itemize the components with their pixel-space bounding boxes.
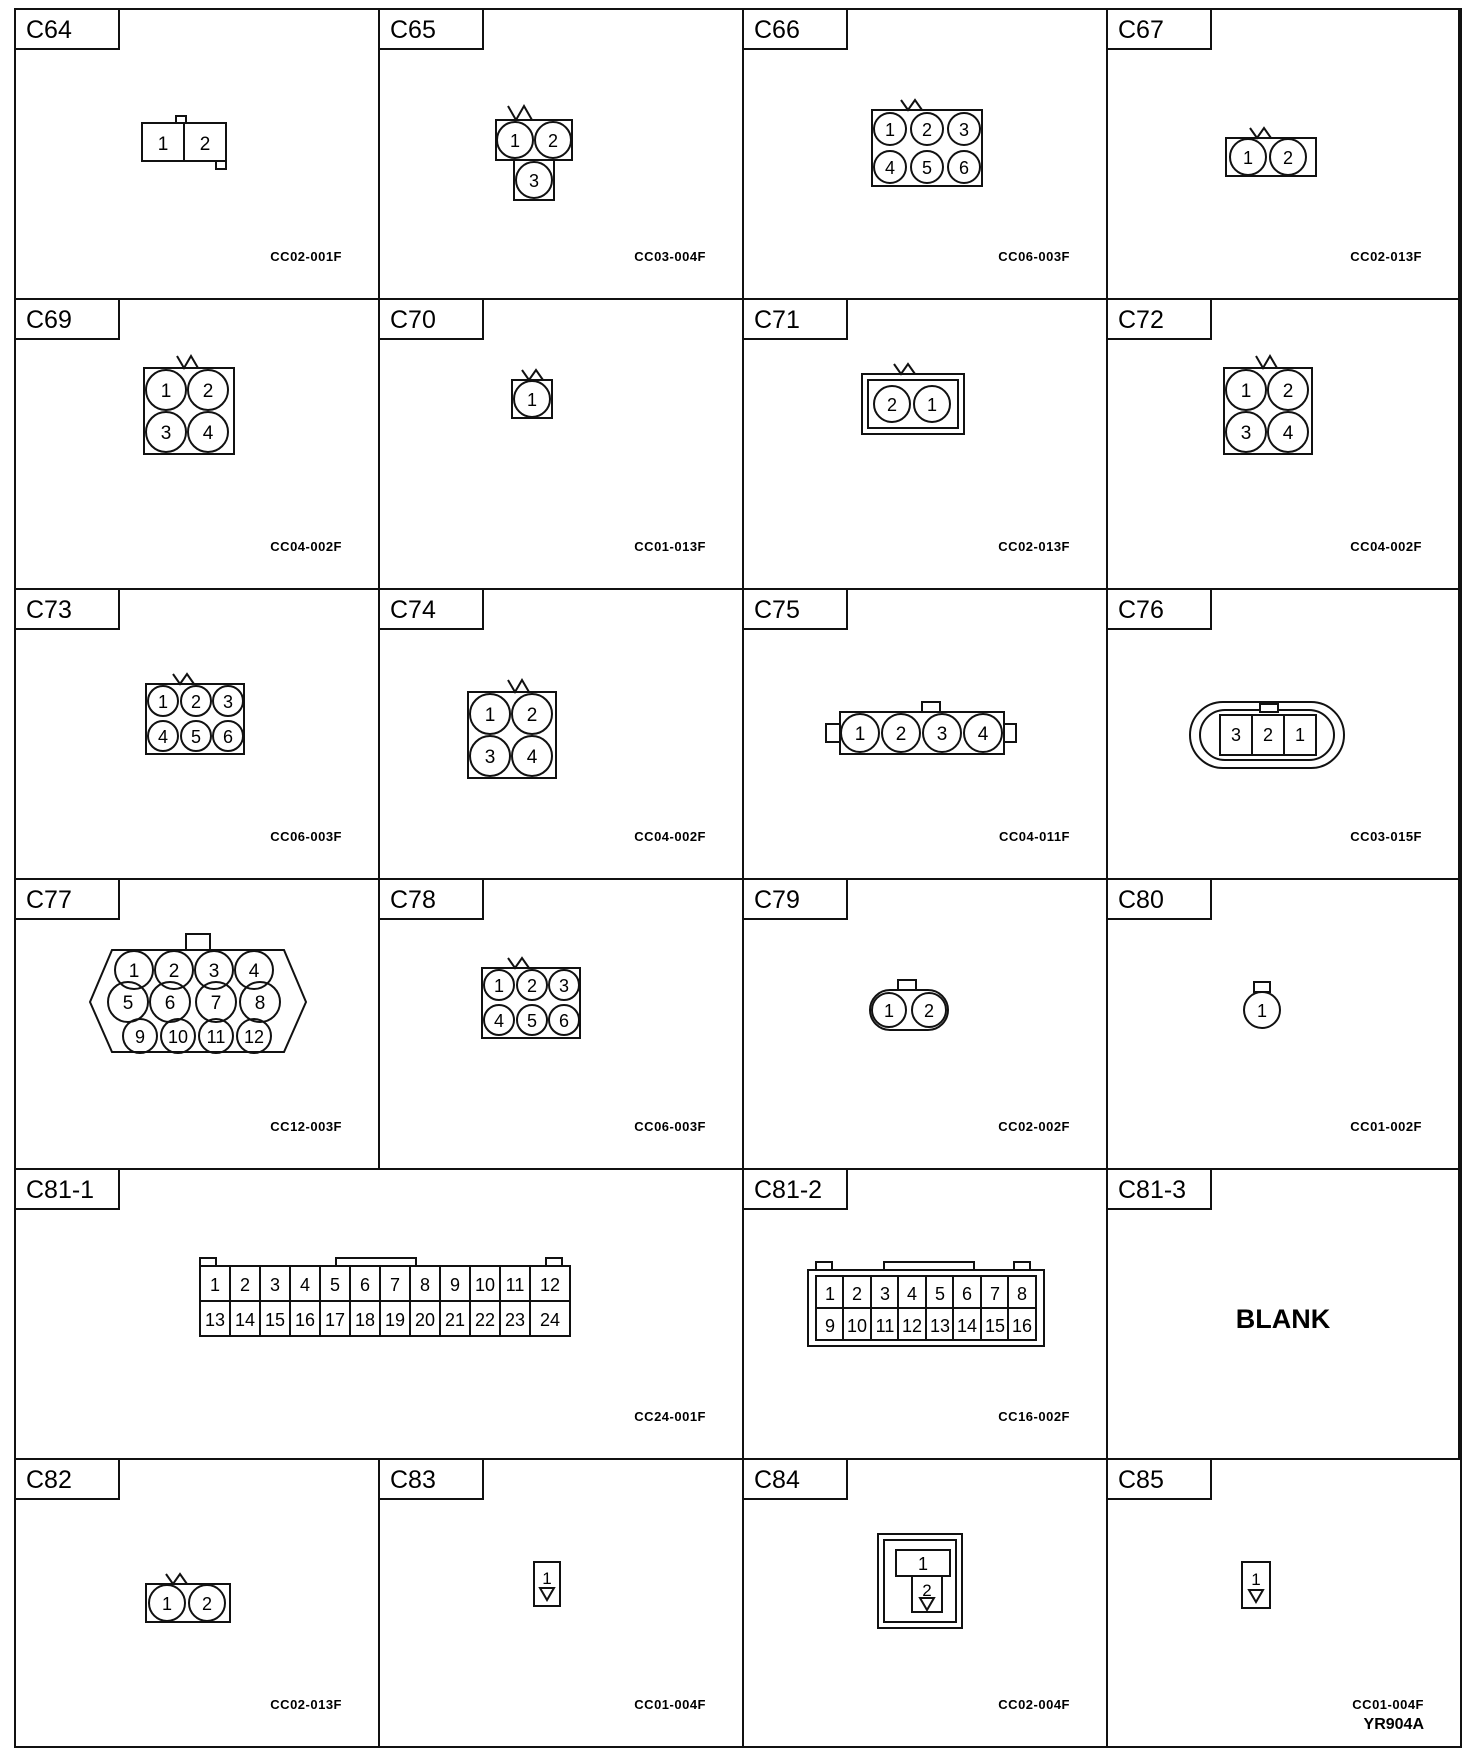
- connector-c77: [16, 880, 380, 1170]
- pin-label: 13: [929, 1316, 951, 1336]
- connector-c81-1: [16, 1170, 744, 1460]
- connector-id: C66: [744, 10, 848, 50]
- pin-label: 23: [504, 1310, 526, 1330]
- pin-label: 7: [989, 1284, 1001, 1304]
- connector-c70: [380, 300, 744, 590]
- pin-label: 4: [884, 158, 896, 178]
- pin-label: 1: [157, 692, 169, 712]
- connector-id: C83: [380, 1460, 484, 1500]
- pin-label: 1: [1294, 725, 1306, 745]
- connector-id: C67: [1108, 10, 1212, 50]
- connector-c72: [1108, 300, 1460, 590]
- pin-label: 2: [895, 724, 907, 745]
- connector-code: CC04-002F: [270, 539, 342, 554]
- pin-label: 1: [1242, 148, 1254, 168]
- connector-id: C70: [380, 300, 484, 340]
- pin-label: 11: [505, 1275, 525, 1295]
- pin-label: 2: [923, 1001, 935, 1021]
- connector-code: CC02-002F: [998, 1119, 1070, 1134]
- pin-label: 10: [846, 1316, 868, 1336]
- pin-label: 5: [329, 1275, 341, 1295]
- pin-label: 2: [851, 1284, 863, 1304]
- connector-code: CC01-004F: [634, 1697, 706, 1712]
- connector-c66: [744, 10, 1108, 300]
- pin-label: 2: [526, 976, 538, 996]
- pin-label: 4: [977, 724, 989, 745]
- connector-id: C64: [16, 10, 120, 50]
- pin-label: 2: [547, 131, 559, 151]
- connector-id: C65: [380, 10, 484, 50]
- pin-label: 12: [243, 1027, 265, 1047]
- connector-id: C73: [16, 590, 120, 630]
- pin-label: 6: [558, 1011, 570, 1031]
- pin-label: 1: [1240, 381, 1252, 402]
- connector-id: C81-3: [1108, 1170, 1212, 1210]
- pin-label: 2: [239, 1275, 251, 1295]
- blank-label: BLANK: [1235, 1304, 1331, 1334]
- pin-label: 2: [1262, 725, 1274, 745]
- connector-c67: [1108, 10, 1460, 300]
- connector-c85: [1108, 1460, 1460, 1746]
- pin-label: 12: [901, 1316, 923, 1336]
- pin-label: 5: [526, 1011, 538, 1031]
- connector-id: C71: [744, 300, 848, 340]
- pin-label: 2: [199, 134, 211, 155]
- pin-label: 1: [884, 120, 896, 140]
- connector-id: C77: [16, 880, 120, 920]
- pin-label: 1: [926, 395, 938, 415]
- connector-code: CC02-001F: [270, 249, 342, 264]
- pin-label: 10: [474, 1275, 496, 1295]
- pin-label: 8: [1016, 1284, 1028, 1304]
- connector-code: CC02-013F: [1350, 249, 1422, 264]
- connector-id: C76: [1108, 590, 1212, 630]
- connector-code: CC01-013F: [634, 539, 706, 554]
- connector-id: C85: [1108, 1460, 1212, 1500]
- connector-c75: [744, 590, 1108, 880]
- pin-label: 5: [934, 1284, 946, 1304]
- pin-label: 16: [1011, 1316, 1033, 1336]
- pin-label: 6: [958, 158, 970, 178]
- connector-code: CC04-002F: [1350, 539, 1422, 554]
- pin-label: 1: [526, 390, 538, 410]
- pin-label: 9: [449, 1275, 461, 1295]
- connector-id: C75: [744, 590, 848, 630]
- figure-reference: YR904A: [1363, 1716, 1424, 1733]
- pin-label: 5: [190, 727, 202, 747]
- connector-code: CC06-003F: [634, 1119, 706, 1134]
- pin-label: 3: [528, 171, 540, 191]
- pin-label: 3: [269, 1275, 281, 1295]
- pin-label: 8: [254, 993, 266, 1014]
- pin-label: 1: [1251, 1570, 1261, 1589]
- pin-label: 4: [157, 727, 169, 747]
- connector-c73: [16, 590, 380, 880]
- connector-id: C82: [16, 1460, 120, 1500]
- connector-c82: [16, 1460, 380, 1746]
- connector-id: C78: [380, 880, 484, 920]
- connector-sheet: [14, 8, 1462, 1748]
- pin-label: 4: [493, 1011, 505, 1031]
- pin-label: 1: [883, 1001, 895, 1021]
- connector-id: C74: [380, 590, 484, 630]
- pin-label: 5: [122, 993, 134, 1014]
- pin-label: 3: [558, 976, 570, 996]
- pin-label: 1: [917, 1554, 929, 1574]
- pin-label: 4: [299, 1275, 311, 1295]
- pin-label: 9: [824, 1316, 836, 1336]
- pin-label: 5: [921, 158, 933, 178]
- connector-c80: [1108, 880, 1460, 1170]
- connector-id: C69: [16, 300, 120, 340]
- connector-code: CC12-003F: [270, 1119, 342, 1134]
- connector-id: C81-2: [744, 1170, 848, 1210]
- pin-label: 2: [168, 961, 180, 982]
- pin-label: 3: [958, 120, 970, 140]
- pin-label: 1: [493, 976, 505, 996]
- pin-label: 11: [206, 1027, 226, 1047]
- connector-id: C84: [744, 1460, 848, 1500]
- pin-label: 14: [234, 1310, 256, 1330]
- connector-id: C72: [1108, 300, 1212, 340]
- pin-label: 7: [389, 1275, 401, 1295]
- connector-code: CC02-004F: [998, 1697, 1070, 1712]
- connector-c78: [380, 880, 744, 1170]
- connector-id: C80: [1108, 880, 1212, 920]
- pin-label: 1: [824, 1284, 836, 1304]
- connector-id: C81-1: [16, 1170, 120, 1210]
- connector-c71: [744, 300, 1108, 590]
- connector-c64: [16, 10, 380, 300]
- pin-label: 20: [414, 1310, 436, 1330]
- pin-label: 2: [922, 1581, 932, 1600]
- pin-label: 22: [474, 1310, 496, 1330]
- pin-label: 1: [209, 1275, 221, 1295]
- pin-label: 2: [526, 705, 538, 726]
- pin-label: 4: [906, 1284, 918, 1304]
- connector-code: CC02-013F: [998, 539, 1070, 554]
- pin-label: 13: [204, 1310, 226, 1330]
- pin-label: 3: [879, 1284, 891, 1304]
- pin-label: 3: [936, 724, 948, 745]
- connector-code: CC04-002F: [634, 829, 706, 844]
- pin-label: 6: [164, 993, 176, 1014]
- pin-label: 15: [984, 1316, 1006, 1336]
- pin-label: 9: [134, 1027, 146, 1047]
- pin-label: 24: [539, 1310, 561, 1330]
- connector-code: CC02-013F: [270, 1697, 342, 1712]
- pin-label: 1: [484, 705, 496, 726]
- pin-label: 3: [222, 692, 234, 712]
- pin-label: 18: [354, 1310, 376, 1330]
- connector-c76: [1108, 590, 1460, 880]
- connector-c81-2: [744, 1170, 1108, 1460]
- pin-label: 1: [542, 1569, 552, 1588]
- pin-label: 21: [444, 1310, 466, 1330]
- pin-label: 6: [359, 1275, 371, 1295]
- pin-label: 12: [539, 1275, 561, 1295]
- pin-label: 3: [1230, 725, 1242, 745]
- pin-label: 3: [160, 423, 172, 444]
- pin-label: 17: [324, 1310, 346, 1330]
- pin-label: 2: [921, 120, 933, 140]
- pin-label: 19: [384, 1310, 406, 1330]
- pin-label: 2: [202, 381, 214, 402]
- connector-id: C79: [744, 880, 848, 920]
- pin-label: 15: [264, 1310, 286, 1330]
- pin-label: 2: [886, 395, 898, 415]
- connector-c65: [380, 10, 744, 300]
- pin-label: 4: [202, 423, 214, 444]
- connector-c79: [744, 880, 1108, 1170]
- pin-label: 2: [190, 692, 202, 712]
- connector-code: CC01-004F: [1352, 1697, 1424, 1712]
- connector-code: CC06-003F: [998, 249, 1070, 264]
- connector-code: CC24-001F: [634, 1409, 706, 1424]
- pin-label: 14: [956, 1316, 978, 1336]
- pin-label: 3: [1240, 423, 1252, 444]
- pin-label: 6: [222, 727, 234, 747]
- pin-label: 2: [1282, 148, 1294, 168]
- connector-c74: [380, 590, 744, 880]
- pin-label: 4: [526, 747, 538, 768]
- pin-label: 1: [854, 724, 866, 745]
- connector-code: CC03-015F: [1350, 829, 1422, 844]
- pin-label: 1: [161, 1594, 173, 1614]
- pin-label: 4: [1282, 423, 1294, 444]
- pin-label: 2: [201, 1594, 213, 1614]
- pin-label: 16: [294, 1310, 316, 1330]
- pin-label: 1: [1256, 1001, 1268, 1021]
- connector-code: CC01-002F: [1350, 1119, 1422, 1134]
- connector-code: CC03-004F: [634, 249, 706, 264]
- connector-code: CC04-011F: [999, 829, 1070, 844]
- connector-c83: [380, 1460, 744, 1746]
- pin-label: 10: [167, 1027, 189, 1047]
- connector-code: CC16-002F: [998, 1409, 1070, 1424]
- connector-c69: [16, 300, 380, 590]
- pin-label: 1: [160, 381, 172, 402]
- pin-label: 2: [1282, 381, 1294, 402]
- pin-label: 3: [208, 961, 220, 982]
- pin-label: 4: [248, 961, 260, 982]
- pin-label: 1: [157, 134, 169, 155]
- pin-label: 1: [128, 961, 140, 982]
- pin-label: 3: [484, 747, 496, 768]
- connector-c81-3: [1108, 1170, 1460, 1460]
- connector-c84: [744, 1460, 1108, 1746]
- pin-label: 7: [210, 993, 222, 1014]
- pin-label: 1: [509, 131, 521, 151]
- pin-label: 6: [961, 1284, 973, 1304]
- pin-label: 8: [419, 1275, 431, 1295]
- pin-label: 11: [875, 1316, 895, 1336]
- connector-code: CC06-003F: [270, 829, 342, 844]
